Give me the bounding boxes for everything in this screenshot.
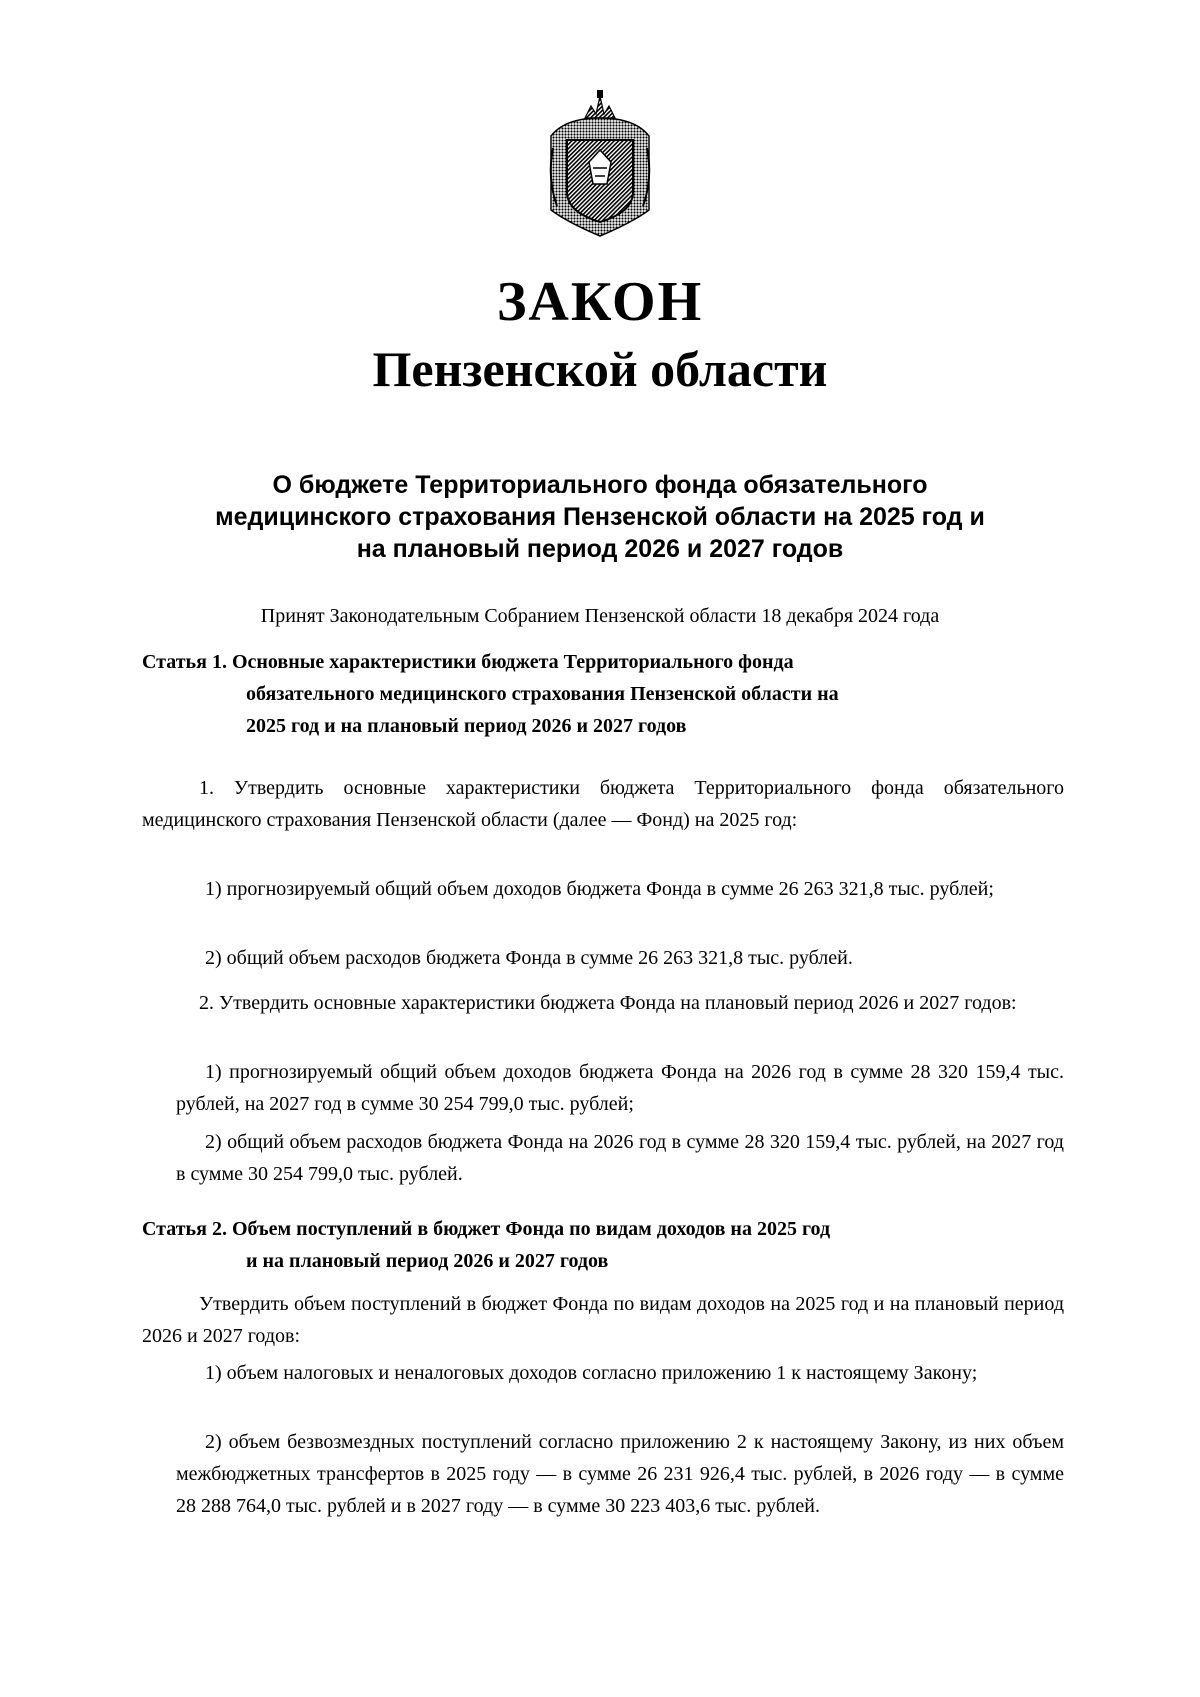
article-2-item-2: 2) объем безвозмездных поступлений согласно приложению 2 к настоящему Закону, из них объем межбюджетных трансфертов в 2025 году — в сумме 26 231 926,4 тыс. рублей, в 2026 году — в сумме 28 288 764,0 тыс. рублей и в 2027 году — в сумме 30 223 403,6 тыс. рублей. (176, 1431, 1064, 1517)
law-subject (150, 469, 1050, 565)
document-subtitle-region: Пензенской области (372, 341, 828, 397)
penza-region-coat-of-arms-icon (543, 88, 657, 238)
article-1-heading-line: 2025 год и на плановый период 2026 и 2027 годов (246, 715, 687, 737)
article-1-heading-line: Статья 1. Основные характеристики бюджета Территориального фонда (142, 651, 794, 673)
article-2-heading-line: Статья 2. Объем поступлений в бюджет Фонда по видам доходов на 2025 год (142, 1218, 831, 1240)
law-subject-line: медицинского страхования Пензенской области на 2025 год и (215, 503, 985, 531)
article-1-heading-line: обязательного медицинского страхования Пензенской области на (246, 683, 839, 705)
article-1-item-2-1: 1) прогнозируемый общий объем доходов бюджета Фонда на 2026 год в сумме 28 320 159,4 тыс. рублей, на 2027 год в сумме 30 254 799,0 тыс. рублей; (176, 1061, 1064, 1115)
article-1-heading (142, 646, 1132, 742)
article-2-heading-line: и на плановый период 2026 и 2027 годов (246, 1250, 609, 1272)
article-2-paragraph: Утвердить объем поступлений в бюджет Фонда по видам доходов на 2025 год и на плановый период 2026 и 2027 годов: (142, 1293, 1064, 1347)
document-title: ЗАКОН (496, 271, 704, 333)
law-subject-line: О бюджете Территориального фонда обязательного (272, 471, 928, 499)
article-1-item-1-1: 1) прогнозируемый общий объем доходов бюджета Фонда в сумме 26 263 321,8 тыс. рублей; (205, 878, 994, 900)
article-2-item-1: 1) объем налоговых и неналоговых доходов согласно приложению 1 к настоящему Закону; (205, 1362, 978, 1384)
adoption-statement: Принят Законодательным Собранием Пензенской области 18 декабря 2024 года (260, 605, 940, 627)
article-1-paragraph-2: 2. Утвердить основные характеристики бюджета Фонда на плановый период 2026 и 2027 годов: (199, 992, 1017, 1014)
article-2-heading (142, 1213, 1132, 1277)
article-1-paragraph-1: 1. Утвердить основные характеристики бюджета Территориального фонда обязательного медицинского страхования Пензенской области (далее — Фонд) на 2025 год: (142, 777, 1064, 831)
law-subject-line: на плановый период 2026 и 2027 годов (356, 535, 844, 563)
article-1-item-2-2: 2) общий объем расходов бюджета Фонда на 2026 год в сумме 28 320 159,4 тыс. рублей, на 2027 год в сумме 30 254 799,0 тыс. рублей. (176, 1131, 1064, 1185)
article-1-item-1-2: 2) общий объем расходов бюджета Фонда в сумме 26 263 321,8 тыс. рублей. (205, 947, 853, 969)
